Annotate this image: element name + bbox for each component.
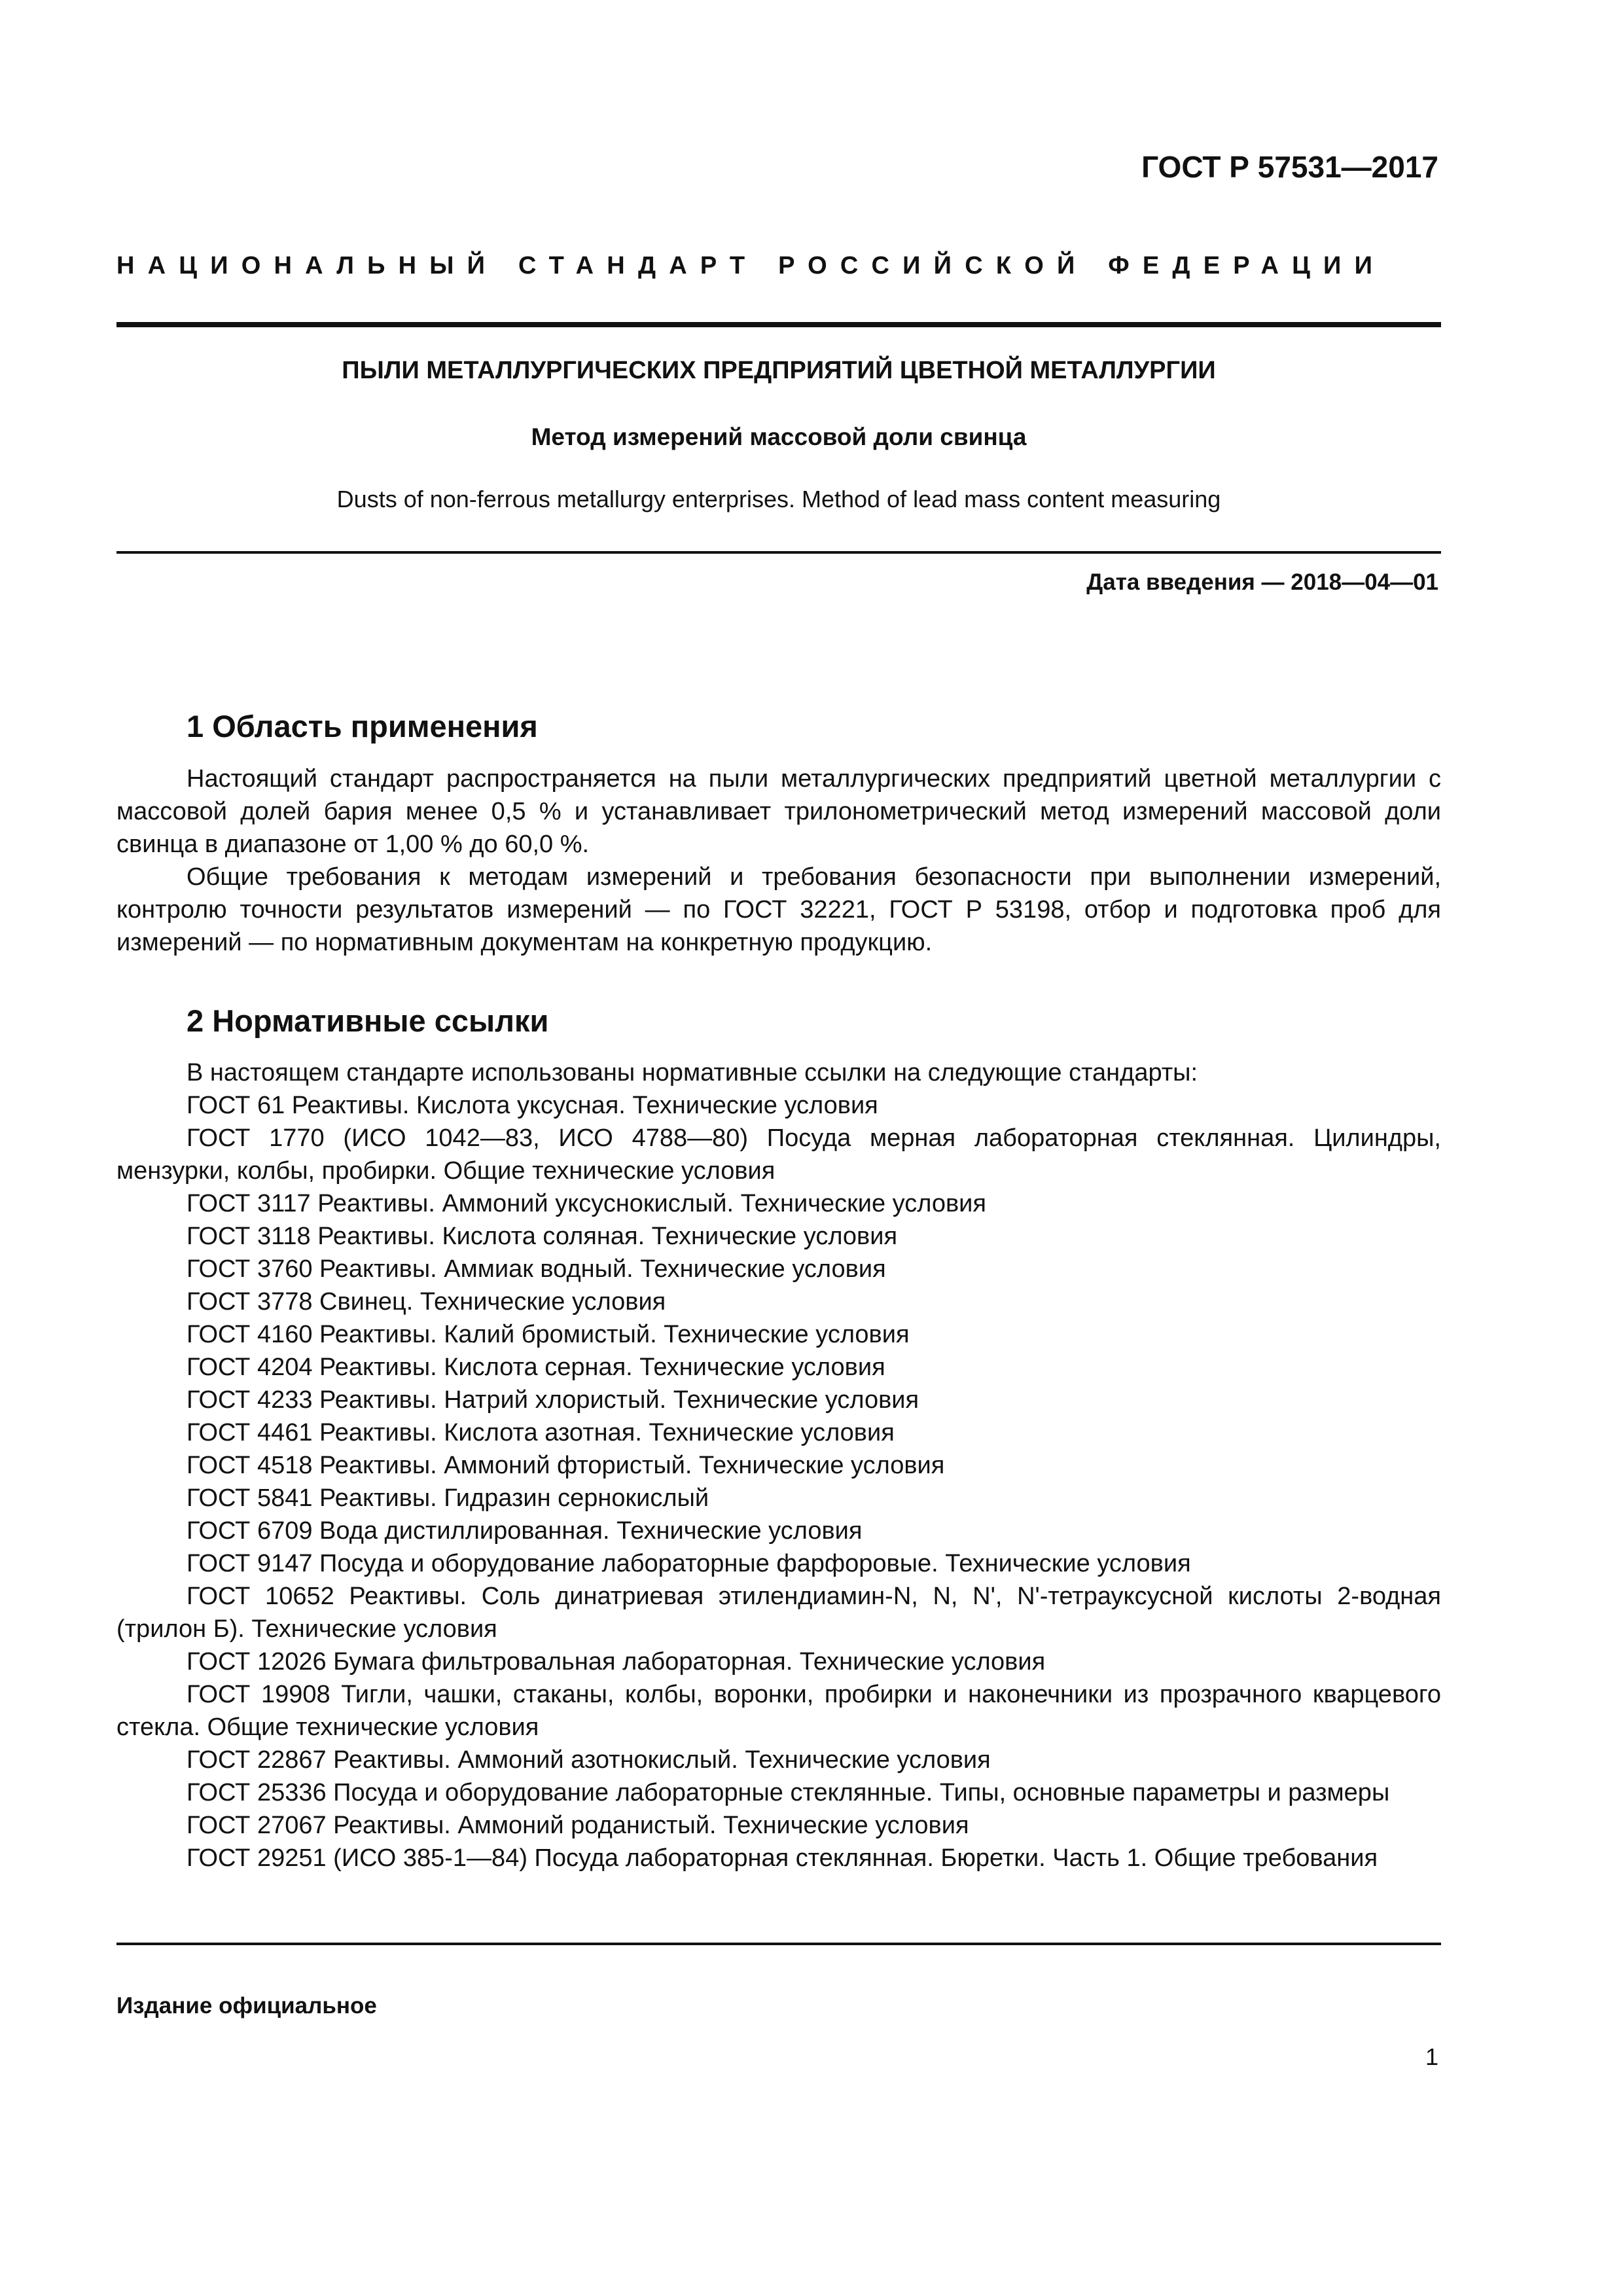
reference-item: ГОСТ 27067 Реактивы. Аммоний роданистый. Технические условия xyxy=(187,1812,969,1839)
reference-item: ГОСТ 12026 Бумага фильтровальная лабораторная. Технические условия xyxy=(187,1648,1046,1676)
reference-item: ГОСТ 4233 Реактивы. Натрий хлористый. Технические условия xyxy=(187,1386,919,1414)
reference-item: ГОСТ 4160 Реактивы. Калий бромистый. Технические условия xyxy=(187,1321,910,1348)
reference-item: ГОСТ 9147 Посуда и оборудование лабораторные фарфоровые. Технические условия xyxy=(187,1550,1191,1577)
section-2-intro-text: В настоящем стандарте использованы нормативные ссылки на следующие стандарты: xyxy=(187,1059,1198,1086)
introduction-date: Дата введения — 2018—04—01 xyxy=(1086,569,1438,595)
official-edition-label: Издание официальное xyxy=(116,1993,377,2018)
footer-divider xyxy=(116,1943,1441,1945)
section-2-heading: 2 Нормативные ссылки xyxy=(187,1003,549,1038)
reference-item: ГОСТ 1770 (ИСО 1042—83, ИСО 4788—80) Посуда мерная лабораторная стеклянная. Цилиндры, мензурки, колбы, пробирки. Общие технические условия xyxy=(116,1124,1441,1185)
reference-item: ГОСТ 4518 Реактивы. Аммоний фтористый. Технические условия xyxy=(187,1452,945,1479)
reference-item: ГОСТ 4461 Реактивы. Кислота азотная. Технические условия xyxy=(187,1419,895,1446)
header-divider xyxy=(116,322,1441,327)
reference-item: ГОСТ 3118 Реактивы. Кислота соляная. Технические условия xyxy=(187,1223,898,1250)
document-number: ГОСТ Р 57531—2017 xyxy=(1141,150,1438,184)
page-number: 1 xyxy=(1425,2043,1438,2070)
section-1-paragraph: Настоящий стандарт распространяется на пыли металлургических предприятий цветной металлургии с массовой долей бария менее 0,5 % и устанавливает трилонометрический метод измерений массовой доли свинца в диапазоне от 1,00 % до 60,0 %. xyxy=(116,765,1441,858)
reference-item: ГОСТ 5841 Реактивы. Гидразин сернокислый xyxy=(187,1484,709,1512)
reference-item: ГОСТ 22867 Реактивы. Аммоний азотнокислый. Технические условия xyxy=(187,1746,991,1774)
document-title-english: Dusts of non-ferrous metallurgy enterprises. Method of lead mass content measuring xyxy=(336,486,1221,512)
reference-item: ГОСТ 25336 Посуда и оборудование лабораторные стеклянные. Типы, основные параметры и размеры xyxy=(187,1779,1390,1806)
document-title: ПЫЛИ МЕТАЛЛУРГИЧЕСКИХ ПРЕДПРИЯТИЙ ЦВЕТНОЙ МЕТАЛЛУРГИИ xyxy=(342,357,1216,384)
reference-item: ГОСТ 6709 Вода дистиллированная. Технические условия xyxy=(187,1517,863,1545)
reference-item: ГОСТ 3117 Реактивы. Аммоний уксуснокислый. Технические условия xyxy=(187,1190,986,1217)
section-2-intro xyxy=(116,1056,1441,1089)
reference-item: ГОСТ 29251 (ИСО 385-1—84) Посуда лабораторная стеклянная. Бюретки. Часть 1. Общие требования xyxy=(187,1844,1378,1872)
reference-item: ГОСТ 4204 Реактивы. Кислота серная. Технические условия xyxy=(187,1354,885,1381)
reference-item: ГОСТ 10652 Реактивы. Соль динатриевая этилендиамин-N, N, N', N'-тетрауксусной кислоты 2-водная (трилон Б). Технические условия xyxy=(116,1583,1441,1643)
normative-references-list xyxy=(116,1089,1441,1874)
reference-item: ГОСТ 3760 Реактивы. Аммиак водный. Технические условия xyxy=(187,1255,886,1283)
section-1-heading: 1 Область применения xyxy=(187,709,538,744)
national-standard-banner: НАЦИОНАЛЬНЫЙ СТАНДАРТ РОССИЙСКОЙ ФЕДЕРАЦИИ xyxy=(116,252,1386,279)
reference-item: ГОСТ 19908 Тигли, чашки, стаканы, колбы, воронки, пробирки и наконечники из прозрачного кварцевого стекла. Общие технические условия xyxy=(116,1681,1441,1741)
section-1-body xyxy=(116,762,1441,959)
title-divider xyxy=(116,551,1441,554)
document-subtitle: Метод измерений массовой доли свинца xyxy=(531,423,1027,450)
section-1-paragraph: Общие требования к методам измерений и требования безопасности при выполнении измерений, контролю точности результатов измерений — по ГОСТ 32221, ГОСТ Р 53198, отбор и подготовка проб для измерений — по нормативным документам на конкретную продукцию. xyxy=(116,863,1441,956)
reference-item: ГОСТ 61 Реактивы. Кислота уксусная. Технические условия xyxy=(187,1092,878,1119)
reference-item: ГОСТ 3778 Свинец. Технические условия xyxy=(187,1288,666,1316)
